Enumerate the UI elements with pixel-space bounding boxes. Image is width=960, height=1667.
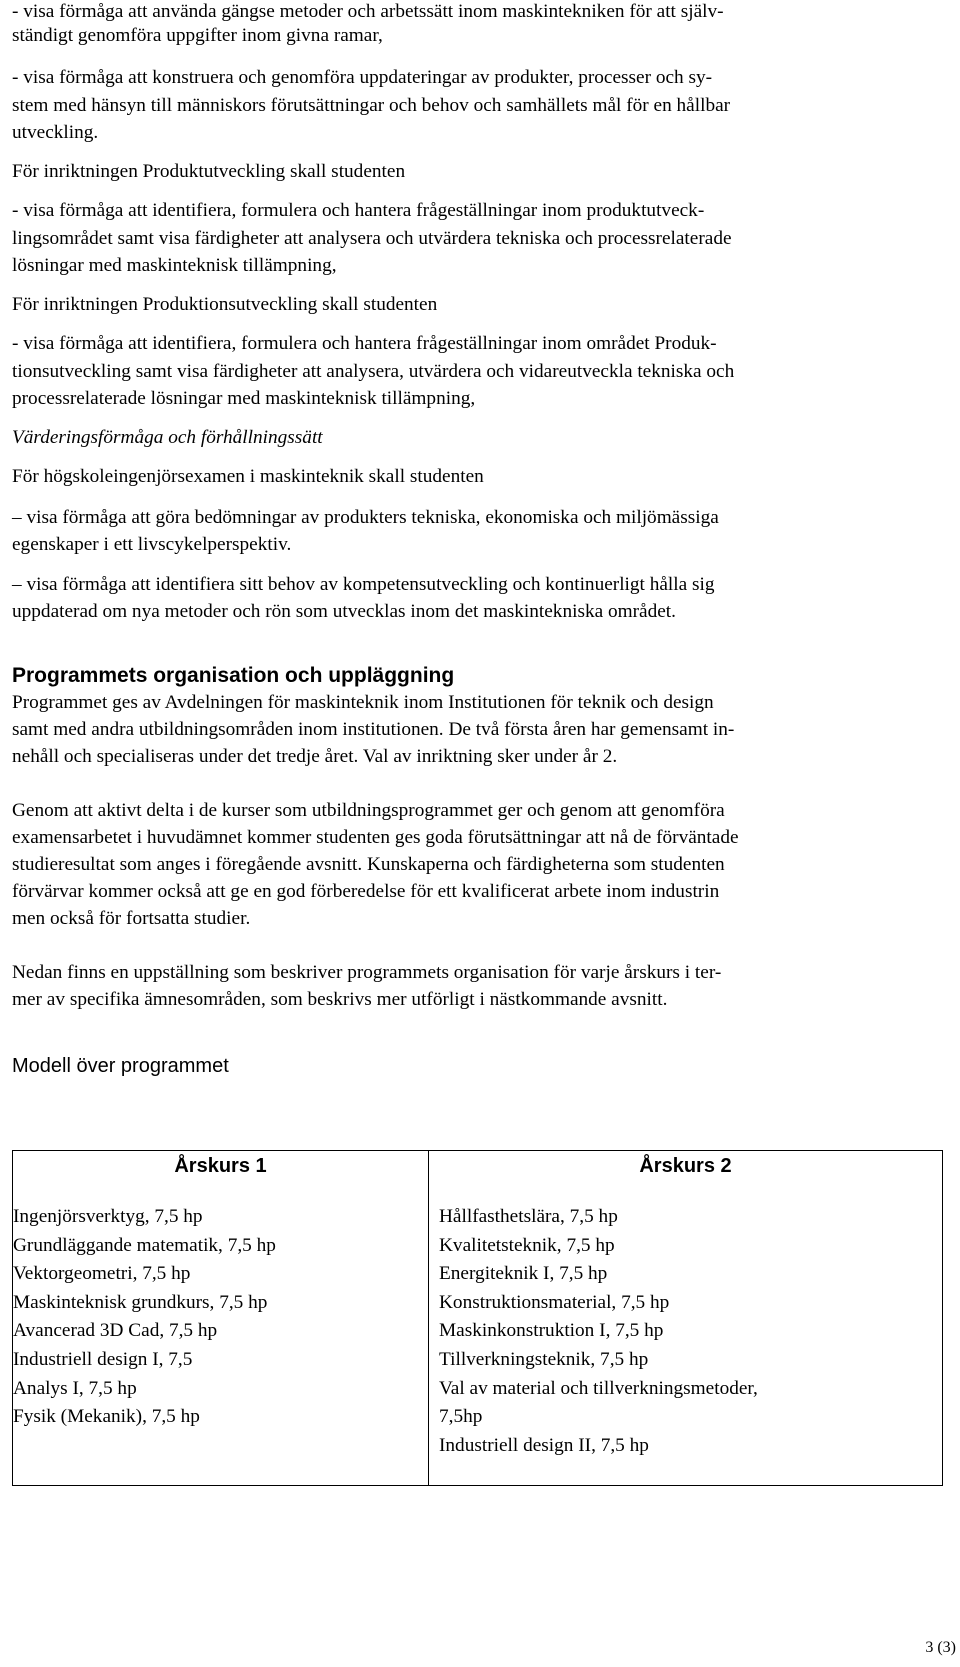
text-line: Genom att aktivt delta i de kurser som utbildningsprogrammet ger och genom att genomföra [12, 800, 725, 821]
text-line: lingsområdet samt visa färdigheter att analysera och utvärdera tekniska och processrelaterade [12, 228, 732, 249]
subheading: För inriktningen Produktutveckling skall studenten [12, 161, 406, 182]
section-heading: Programmets organisation och uppläggning [12, 664, 455, 687]
course-item: Maskinkonstruktion I, 7,5 hp [439, 1320, 664, 1342]
course-item: Avancerad 3D Cad, 7,5 hp [13, 1320, 218, 1342]
subheading: För inriktningen Produktionsutveckling skall studenten [12, 294, 438, 315]
text-line: – visa förmåga att identifiera sitt behov av kompetensutveckling och kontinuerligt hålla sig [12, 574, 715, 595]
course-item: Energiteknik I, 7,5 hp [439, 1263, 608, 1285]
text-line: processrelaterade lösningar med maskinteknisk tillämpning, [12, 388, 476, 409]
text-line: mer av specifika ämnesområden, som beskrivs mer utförligt i nästkommande avsnitt. [12, 989, 668, 1010]
text-line: stem med hänsyn till människors förutsättningar och behov och samhällets mål för en hållbar [12, 95, 731, 116]
text-line: uppdaterad om nya metoder och rön som utvecklas inom det maskintekniska området. [12, 601, 676, 622]
text-line: – visa förmåga att göra bedömningar av produkters tekniska, ekonomiska och miljömässiga [12, 507, 719, 528]
subheading: För högskoleingenjörsexamen i maskinteknik skall studenten [12, 466, 484, 487]
text-line: egenskaper i ett livscykelperspektiv. [12, 534, 292, 555]
model-title: Modell över programmet [12, 1055, 229, 1077]
course-item: Ingenjörsverktyg, 7,5 hp [13, 1206, 203, 1227]
course-item: Industriell design I, 7,5 [13, 1348, 193, 1370]
text-line: lösningar med maskinteknisk tillämpning, [12, 255, 337, 276]
course-item: Vektorgeometri, 7,5 hp [13, 1263, 191, 1285]
course-item: Maskinteknisk grundkurs, 7,5 hp [13, 1291, 268, 1313]
year2-heading: Årskurs 2 [429, 1151, 943, 1182]
course-item: Konstruktionsmaterial, 7,5 hp [439, 1291, 670, 1313]
course-item: Tillverkningsteknik, 7,5 hp [439, 1348, 649, 1370]
course-item: 7,5hp [439, 1406, 483, 1428]
text-line: - visa förmåga att identifiera, formulera och hantera frågeställningar inom området Produk- [12, 333, 717, 354]
text-line: - visa förmåga att identifiera, formulera och hantera frågeställningar inom produktutveck- [12, 200, 705, 221]
text-line: - visa förmåga att använda gängse metoder och arbetssätt inom maskintekniken för att själv- [12, 1, 724, 22]
section-title: Värderingsförmåga och förhållningssätt [12, 427, 323, 448]
text-line: förvärvar kommer också att ge en god förberedelse för ett kvalificerat arbete inom industrin [12, 881, 720, 902]
text-line: Nedan finns en uppställning som beskriver programmets organisation för varje årskurs i ter- [12, 962, 722, 983]
year1-heading: Årskurs 1 [13, 1151, 429, 1182]
course-item: Fysik (Mekanik), 7,5 hp [13, 1406, 200, 1428]
page-number: 3 (3) [925, 1639, 956, 1656]
text-line: ständigt genomföra uppgifter inom givna ramar, [12, 25, 383, 46]
text-line: nehåll och specialiseras under det tredje året. Val av inriktning sker under år 2. [12, 746, 618, 767]
course-item: Industriell design II, 7,5 hp [439, 1434, 649, 1456]
program-model-table [12, 1150, 943, 1486]
text-line: utveckling. [12, 122, 99, 143]
year2-course-list [429, 1181, 942, 1460]
text-line: tionsutveckling samt visa färdigheter att analysera, utvärdera och vidareutveckla tekniska och [12, 361, 735, 382]
text-line: studieresultat som anges i föregående avsnitt. Kunskaperna och färdigheterna som studenten [12, 854, 725, 875]
course-item: Analys I, 7,5 hp [13, 1377, 137, 1399]
course-item: Val av material och tillverkningsmetoder, [439, 1377, 758, 1399]
year1-column [13, 1181, 429, 1486]
course-item: Hållfasthetslära, 7,5 hp [439, 1206, 618, 1227]
text-line: examensarbetet i huvudämnet kommer studenten ges goda förutsättningar att nå de förväntade [12, 827, 739, 848]
course-item: Kvalitetsteknik, 7,5 hp [439, 1234, 615, 1256]
text-line: - visa förmåga att konstruera och genomföra uppdateringar av produkter, processer och sy- [12, 67, 713, 88]
text-line: samt med andra utbildningsområden inom institutionen. De två första åren har gemensamt in- [12, 719, 735, 740]
year1-course-list [13, 1181, 428, 1432]
text-line: Programmet ges av Avdelningen för maskinteknik inom Institutionen för teknik och design [12, 692, 714, 713]
course-item: Grundläggande matematik, 7,5 hp [13, 1234, 276, 1256]
text-line: men också för fortsatta studier. [12, 908, 251, 929]
year2-column [429, 1181, 943, 1486]
